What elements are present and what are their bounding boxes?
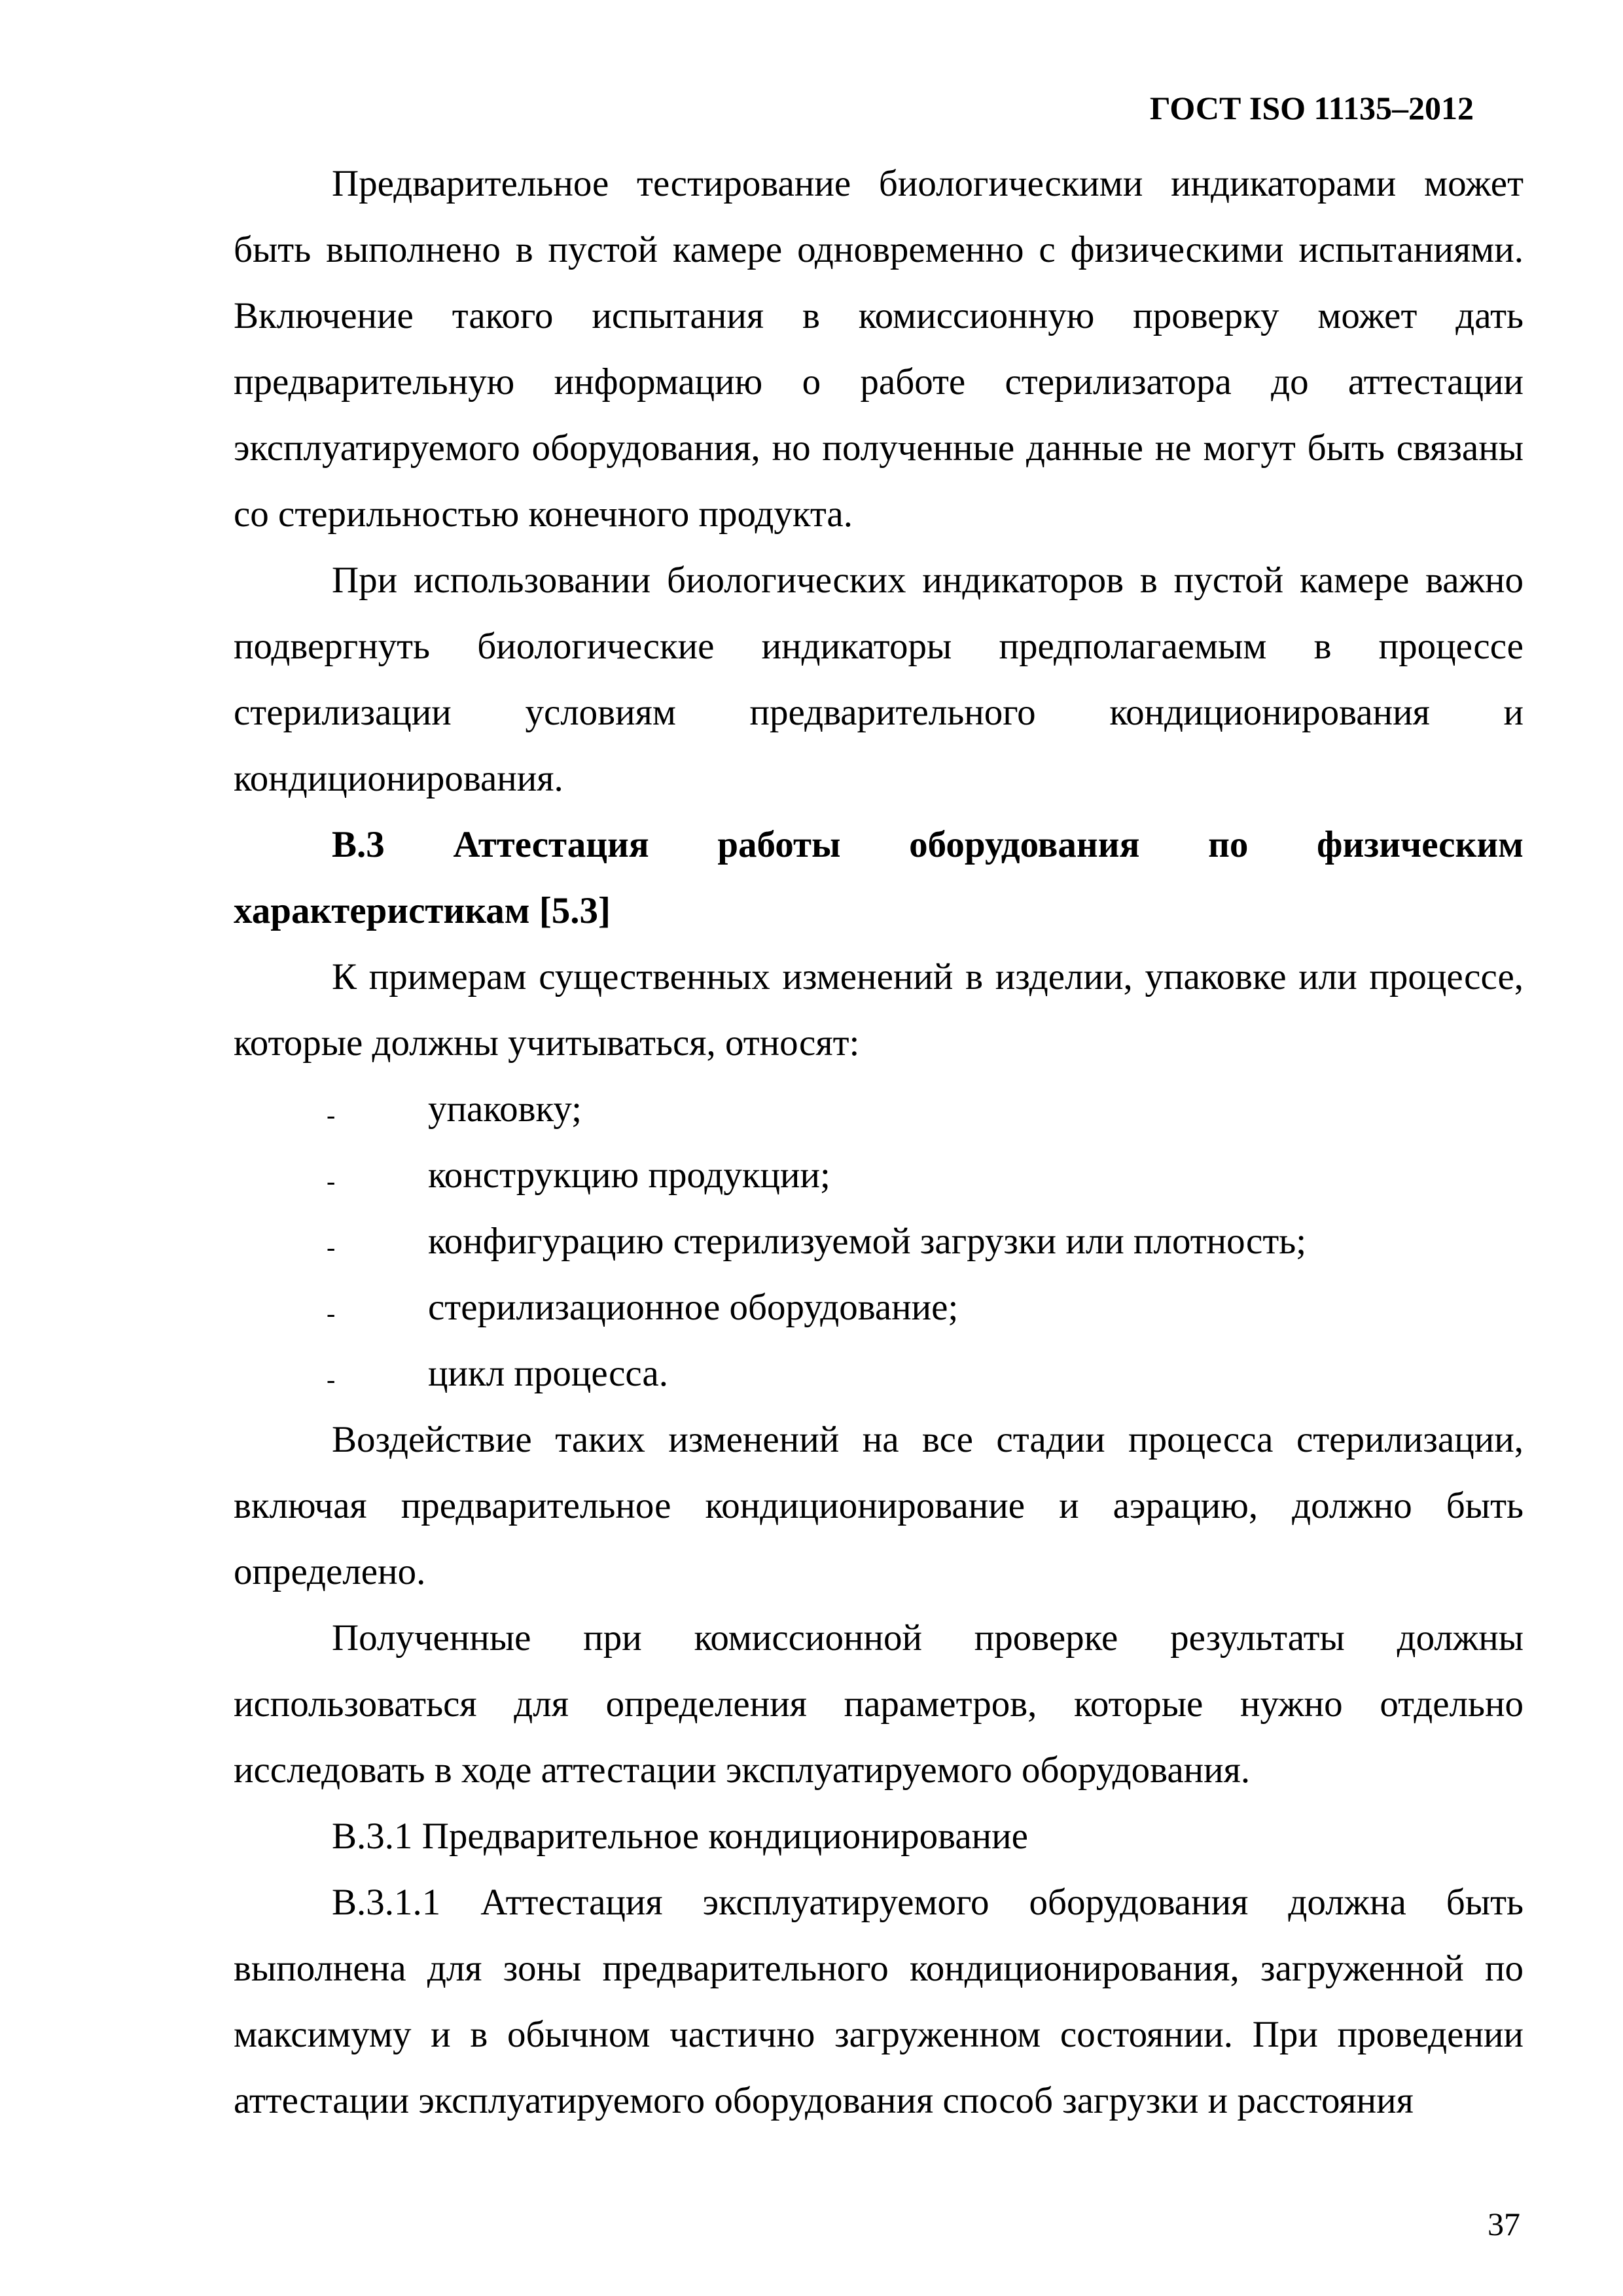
list-item-text: цикл процесса. — [428, 1353, 668, 1394]
document-body — [234, 151, 1524, 2134]
list-bullet-dash: - — [327, 1299, 336, 1328]
changes-list — [234, 1076, 1524, 1407]
list-bullet-dash: - — [327, 1232, 336, 1262]
list-bullet-dash: - — [327, 1166, 336, 1196]
subsection-heading-b31: В.3.1 Предварительное кондиционирование — [332, 1816, 1028, 1857]
page-number: 37 — [1488, 2206, 1520, 2242]
list-item-text: стерилизационное оборудование; — [428, 1287, 959, 1328]
list-bullet-dash: - — [327, 1100, 336, 1130]
document-header-standard-code: ГОСТ ISO 11135–2012 — [1149, 90, 1474, 126]
list-item — [234, 1142, 1524, 1208]
paragraph-biological-indicators: При использовании биологических индикаторов в пустой камере важно подвергнуть биологические индикаторы предполагаемым в процессе стерилизации условиям предварительного кондиционирования и кондиционирования. — [234, 560, 1524, 799]
section-heading-b3: В.3 Аттестация работы оборудования по физическим характеристикам [5.3] — [234, 824, 1524, 931]
list-bullet-dash: - — [327, 1365, 336, 1394]
list-item-text: упаковку; — [428, 1088, 582, 1130]
list-item — [234, 1076, 1524, 1142]
paragraph-commissioning-results: Полученные при комиссионной проверке результаты должны использоваться для определения параметров, которые нужно отдельно исследовать в ходе аттестации эксплуатируемого оборудования. — [234, 1617, 1524, 1791]
list-item-text: конфигурацию стерилизуемой загрузки или плотность; — [428, 1221, 1307, 1262]
paragraph-preliminary-testing: Предварительное тестирование биологическими индикаторами может быть выполнено в пустой камере одновременно с физическими испытаниями. Включение такого испытания в комиссионную проверку может дать предварительную информацию о работе стерилизатора до аттестации эксплуатируемого оборудования, но полученные данные не могут быть связаны со стерильностью конечного продукта. — [234, 163, 1524, 535]
list-item — [234, 1274, 1524, 1340]
list-item — [234, 1340, 1524, 1407]
paragraph-list-intro: К примерам существенных изменений в изделии, упаковке или процессе, которые должны учитываться, относят: — [234, 956, 1524, 1064]
list-item — [234, 1208, 1524, 1274]
paragraph-b311: В.3.1.1 Аттестация эксплуатируемого оборудования должна быть выполнена для зоны предварительного кондиционирования, загруженной по максимуму и в обычном частично загруженном состоянии. При проведении аттестации эксплуатируемого оборудования способ загрузки и расстояния — [234, 1882, 1524, 2121]
list-item-text: конструкцию продукции; — [428, 1155, 830, 1196]
paragraph-impact-of-changes: Воздействие таких изменений на все стадии процесса стерилизации, включая предварительное кондиционирование и аэрацию, должно быть определено. — [234, 1419, 1524, 1592]
